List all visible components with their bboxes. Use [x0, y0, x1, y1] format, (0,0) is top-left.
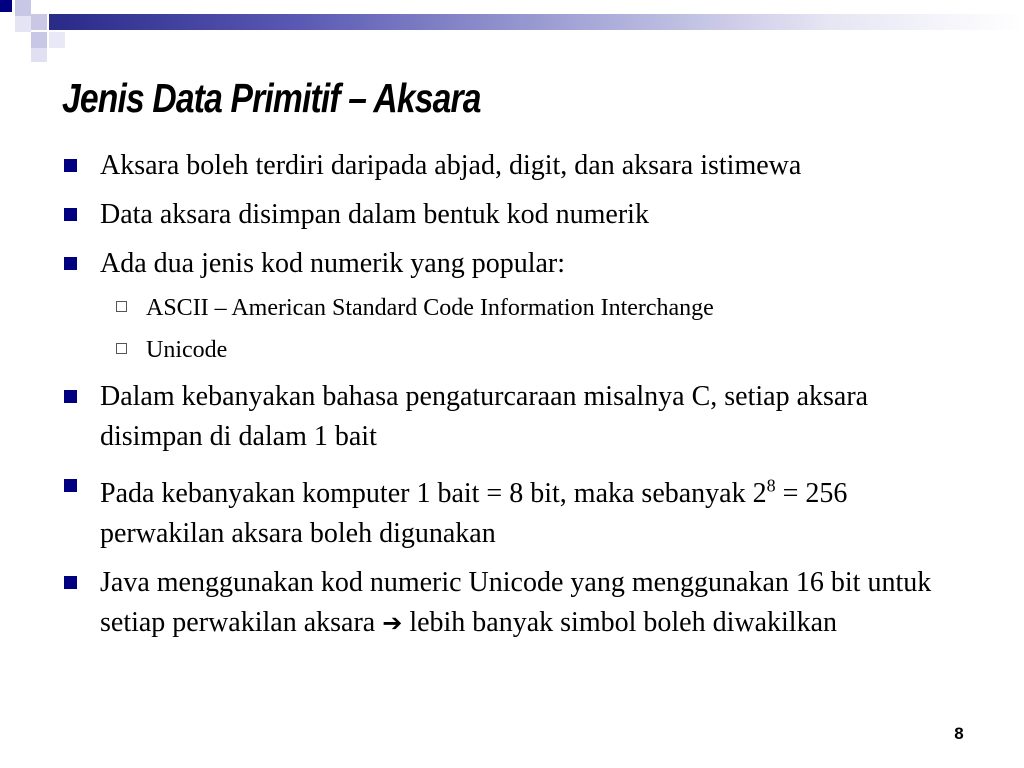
bullet-text-part: Pada kebanyakan komputer 1 bait = 8 bit, maka sebanyak 2 [100, 478, 767, 510]
bullet-text: Data aksara disimpan dalam bentuk kod numerik [100, 199, 649, 230]
bullet-item [0, 466, 960, 554]
slide-title: Jenis Data Primitif – Aksara [62, 75, 481, 121]
square-bullet-icon [64, 257, 77, 270]
bullet-item [0, 195, 960, 235]
hollow-square-bullet-icon [116, 343, 127, 354]
sub-bullet-item [0, 335, 986, 365]
header-gradient-band [60, 14, 1024, 30]
bullet-text-part: Java menggunakan kod numeric Unicode yang menggunakan 16 bit untuk setiap perwakilan aksara [100, 567, 932, 639]
right-arrow-icon: ➔ [382, 609, 403, 638]
bullet-text: Dalam kebanyakan bahasa pengaturcaraan misalnya C, setiap aksara disimpan di dalam 1 bait [100, 381, 869, 452]
slide-content [0, 146, 1024, 652]
square-bullet-icon [64, 208, 77, 221]
bullet-text: Aksara boleh terdiri daripada abjad, digit, dan aksara istimewa [100, 150, 802, 181]
bullet-text [100, 567, 931, 638]
page-number: 8 [954, 724, 964, 743]
hollow-square-bullet-icon [116, 301, 127, 312]
bullet-item [0, 377, 960, 457]
bullet-text [100, 478, 847, 549]
sub-bullet-text: ASCII – American Standard Code Information Interchange [146, 295, 714, 321]
bullet-text: Ada dua jenis kod numerik yang popular: [100, 248, 566, 279]
square-bullet-icon [64, 390, 77, 403]
header-decoration [0, 0, 80, 64]
superscript-exponent: 8 [766, 476, 776, 496]
bullet-text-part: lebih banyak simbol boleh diwakilkan [409, 607, 838, 639]
sub-bullet-item [0, 293, 986, 323]
sub-bullet-text: Unicode [146, 337, 228, 363]
square-bullet-icon [64, 479, 77, 492]
bullet-item [0, 244, 960, 284]
bullet-text-part: = 256 perwakilan aksara boleh digunakan [100, 478, 848, 550]
bullet-item [0, 146, 960, 186]
square-bullet-icon [64, 159, 77, 172]
bullet-item [0, 563, 960, 643]
square-bullet-icon [64, 576, 77, 589]
